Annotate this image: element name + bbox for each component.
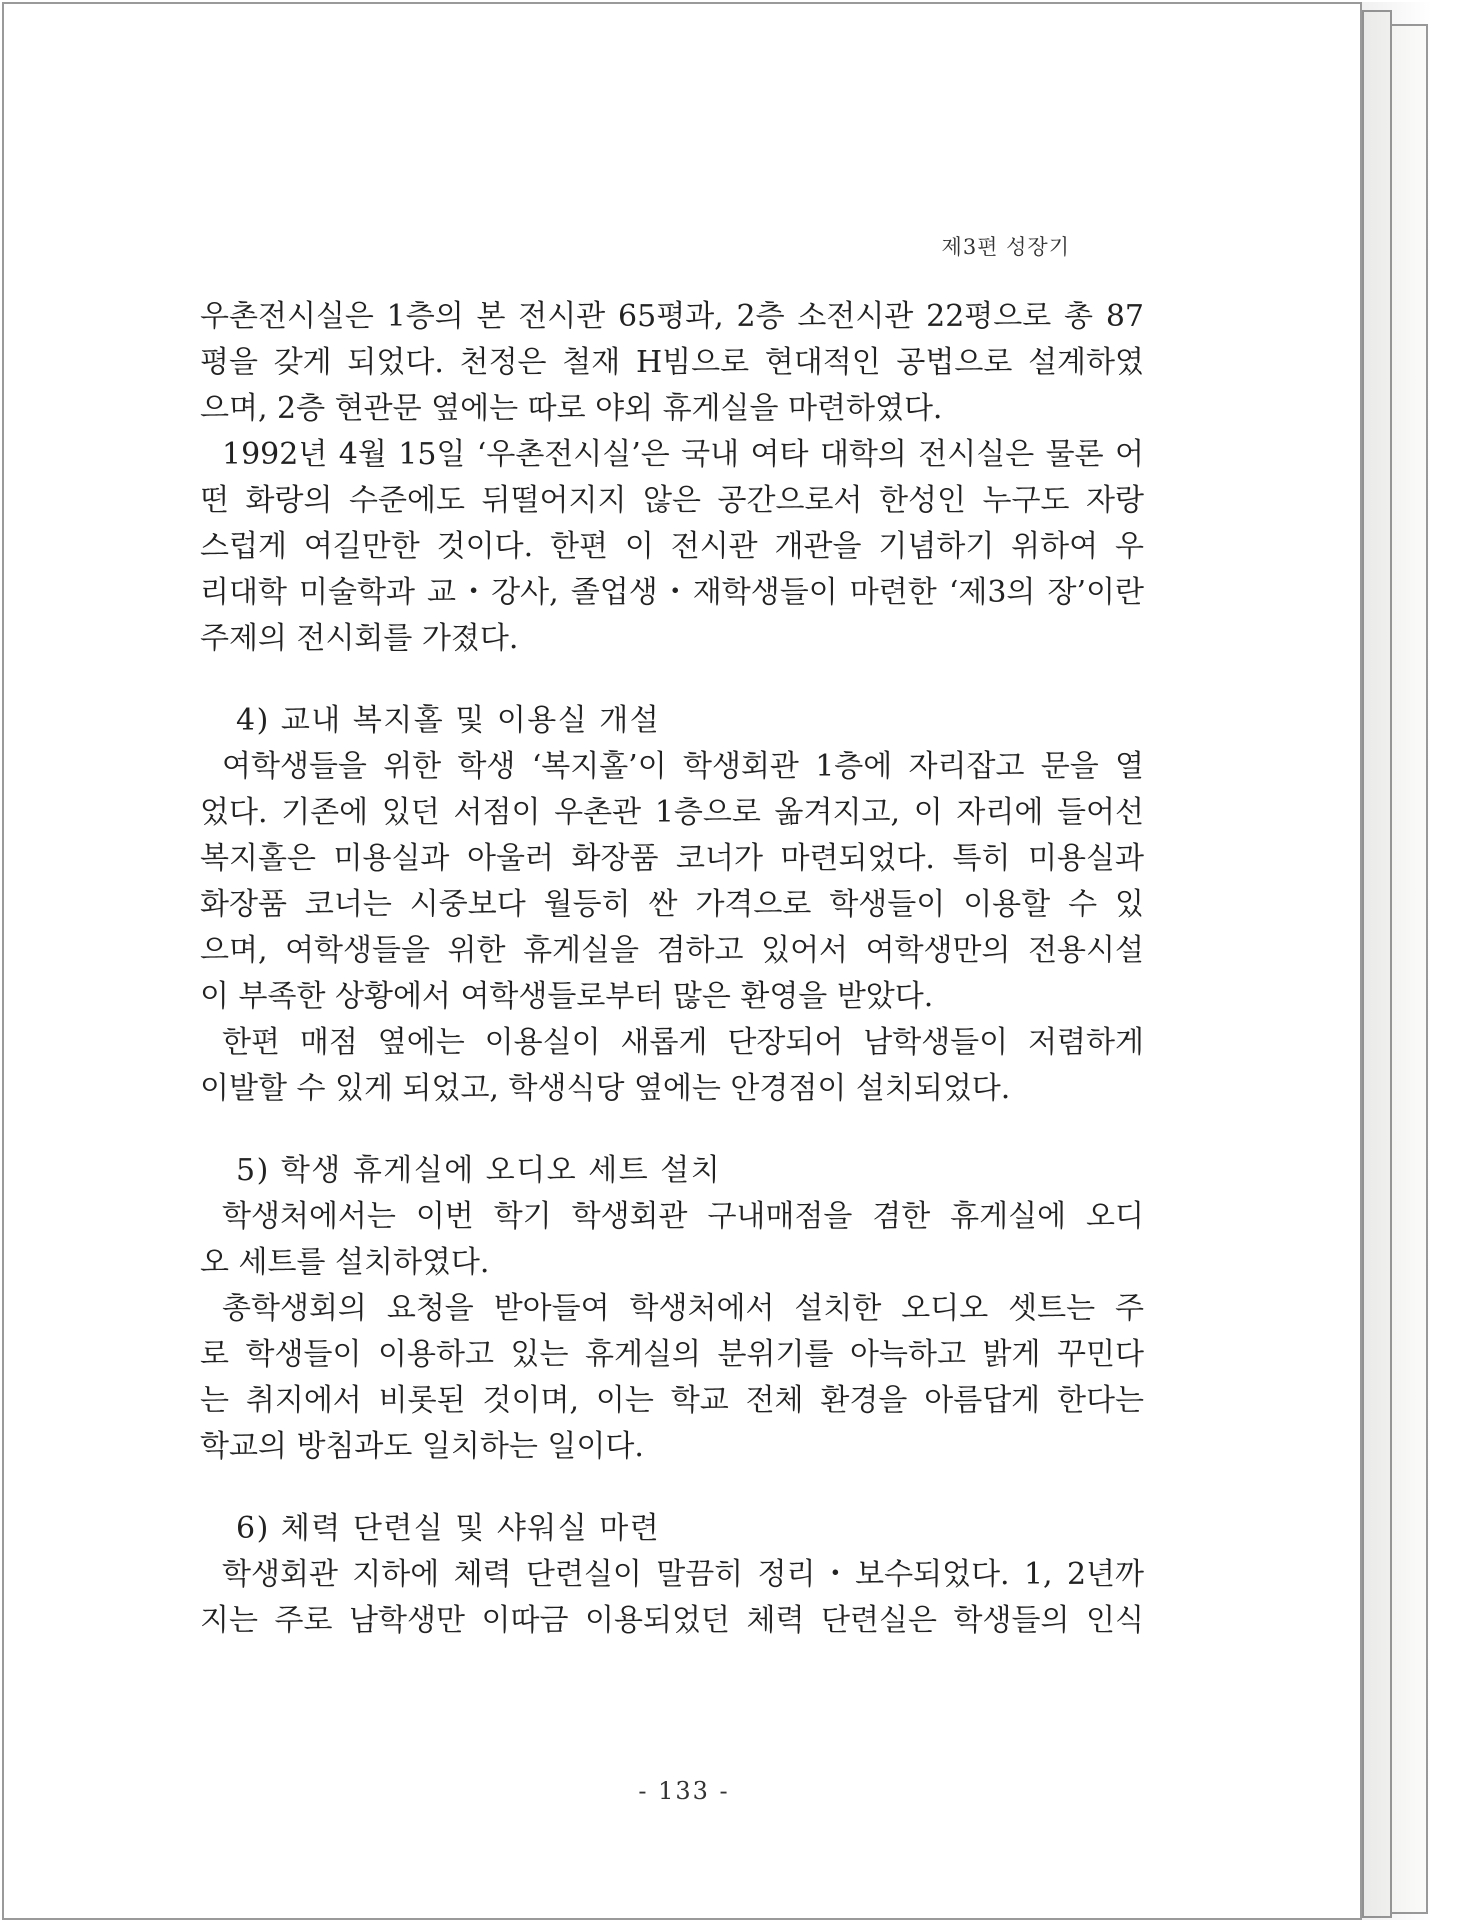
text-line: 화장품 코너는 시중보다 월등히 싼 가격으로 학생들이 이용할 수 있: [200, 887, 1144, 922]
text-line: 이 부족한 상황에서 여학생들로부터 많은 환영을 받았다.: [200, 979, 934, 1014]
text-line: 지는 주로 남학생만 이따금 이용되었던 체력 단련실은 학생들의 인식: [200, 1603, 1144, 1638]
paragraph: [200, 1552, 1144, 1644]
page-body: [200, 294, 1144, 1644]
text-line: 리대학 미술학과 교・강사, 졸업생・재학생들이 마련한 ‘제3의 장’이란: [200, 575, 1144, 610]
text-line: 로 학생들이 이용하고 있는 휴게실의 분위기를 아늑하고 밝게 꾸민다: [200, 1337, 1144, 1372]
text-line: 총학생회의 요청을 받아들여 학생처에서 설치한 오디오 셋트는 주: [222, 1291, 1144, 1326]
text-line: 었다. 기존에 있던 서점이 우촌관 1층으로 옮겨지고, 이 자리에 들어선: [200, 795, 1144, 830]
text-line: 주제의 전시회를 가졌다.: [200, 621, 519, 656]
paragraph: [200, 294, 1144, 432]
text-line: 학교의 방침과도 일치하는 일이다.: [200, 1429, 644, 1464]
text-line: 우촌전시실은 1층의 본 전시관 65평과, 2층 소전시관 22평으로 총 87: [200, 299, 1144, 334]
page-stack-edge: [1362, 10, 1392, 1918]
section-heading: 6) 체력 단련실 및 샤워실 마련: [236, 1511, 661, 1546]
running-header: 제3편 성장기: [941, 235, 1070, 259]
section-heading: 4) 교내 복지홀 및 이용실 개설: [236, 703, 661, 738]
page-stack-edge: [1388, 24, 1428, 1914]
text-line: 스럽게 여길만한 것이다. 한편 이 전시관 개관을 기념하기 위하여 우: [200, 529, 1144, 564]
text-line: 는 취지에서 비롯된 것이며, 이는 학교 전체 환경을 아름답게 한다는: [200, 1383, 1144, 1418]
text-line: 떤 화랑의 수준에도 뒤떨어지지 않은 공간으로서 한성인 누구도 자랑: [200, 483, 1144, 518]
page-number: - 133 -: [638, 1777, 730, 1805]
text-line: 한편 매점 옆에는 이용실이 새롭게 단장되어 남학생들이 저렴하게: [222, 1025, 1144, 1060]
text-line: 학생회관 지하에 체력 단련실이 말끔히 정리・보수되었다. 1, 2년까: [222, 1557, 1144, 1592]
text-line: 이발할 수 있게 되었고, 학생식당 옆에는 안경점이 설치되었다.: [200, 1071, 1011, 1106]
paragraph: [200, 1194, 1144, 1286]
text-line: 1992년 4월 15일 ‘우촌전시실’은 국내 여타 대학의 전시실은 물론 어: [222, 437, 1144, 472]
text-line: 오 세트를 설치하였다.: [200, 1245, 490, 1280]
text-line: 평을 갖게 되었다. 천정은 철재 H빔으로 현대적인 공법으로 설계하였: [200, 345, 1144, 380]
paragraph: [200, 744, 1144, 1020]
paragraph: [200, 1020, 1144, 1112]
section-heading: 5) 학생 휴게실에 오디오 세트 설치: [236, 1153, 722, 1188]
book-page: [2, 2, 1362, 1920]
text-line: 으며, 여학생들을 위한 휴게실을 겸하고 있어서 여학생만의 전용시설: [200, 933, 1144, 968]
paragraph: [200, 1286, 1144, 1470]
text-line: 학생처에서는 이번 학기 학생회관 구내매점을 겸한 휴게실에 오디: [222, 1199, 1144, 1234]
paragraph: [200, 432, 1144, 662]
text-line: 복지홀은 미용실과 아울러 화장품 코너가 마련되었다. 특히 미용실과: [200, 841, 1144, 876]
text-line: 으며, 2층 현관문 옆에는 따로 야외 휴게실을 마련하였다.: [200, 391, 943, 426]
text-line: 여학생들을 위한 학생 ‘복지홀’이 학생회관 1층에 자리잡고 문을 열: [222, 749, 1144, 784]
